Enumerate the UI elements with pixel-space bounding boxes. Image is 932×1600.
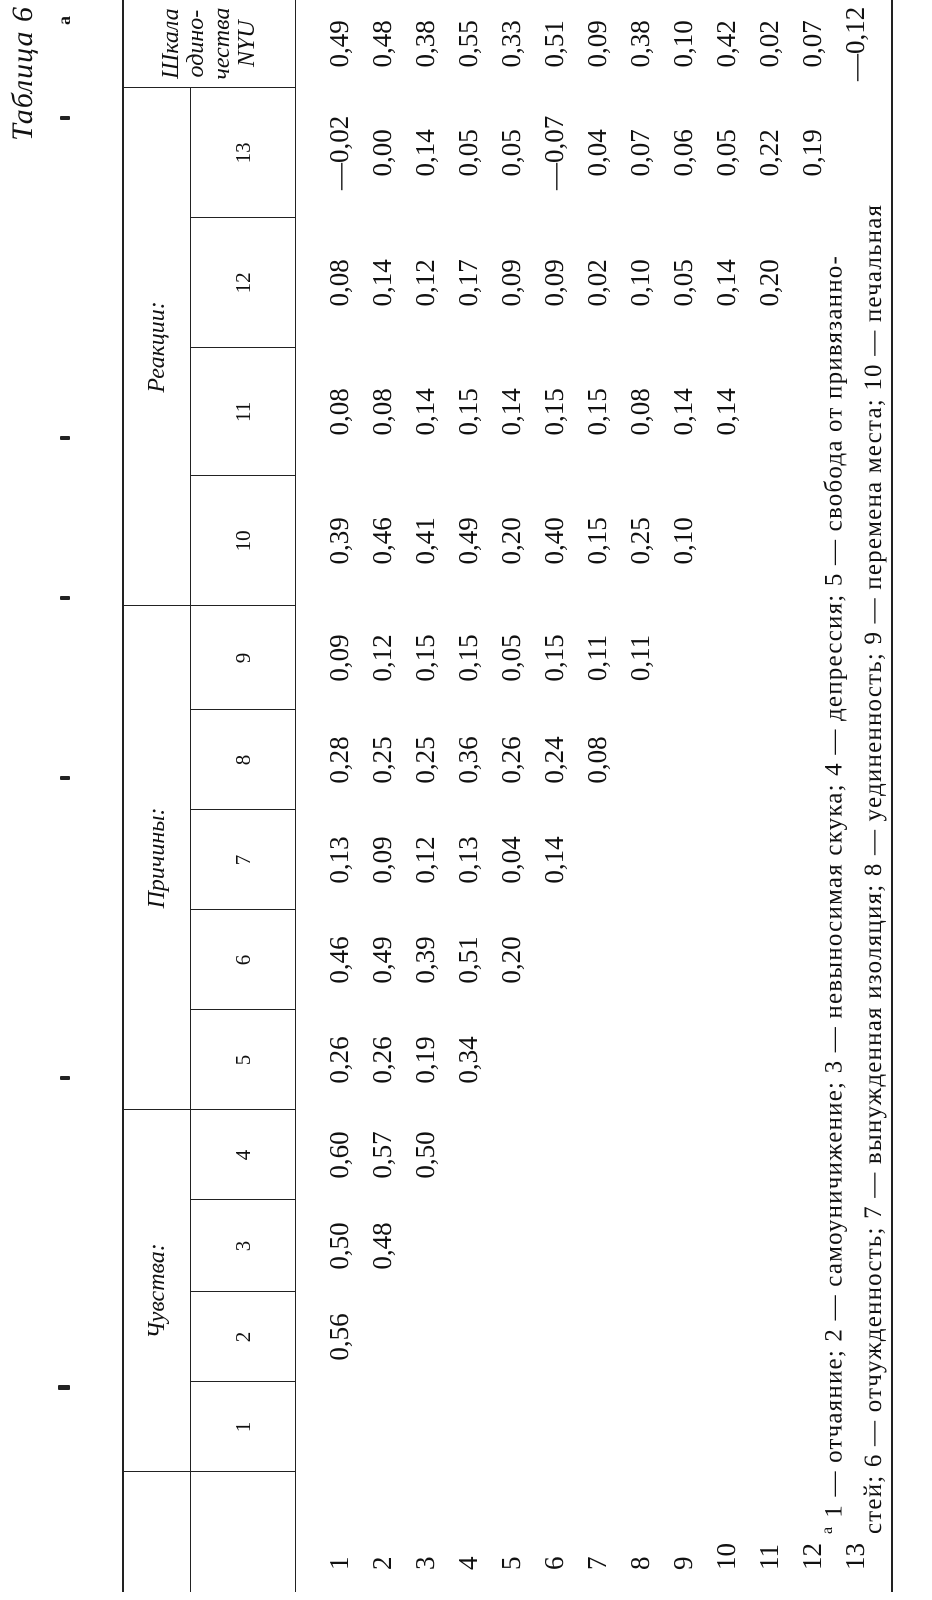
table-cell: 0,50 bbox=[324, 1222, 354, 1270]
table-row bbox=[490, 0, 533, 1592]
table-cell bbox=[447, 1382, 490, 1472]
table-cell bbox=[748, 348, 791, 476]
table-title: Таблица 6 bbox=[6, 6, 39, 141]
footnote bbox=[808, 34, 894, 1534]
group-feelings: Чувства: bbox=[123, 1110, 191, 1472]
table-cell: 0,04 bbox=[582, 129, 612, 177]
column-number: 11 bbox=[191, 348, 296, 476]
table-cell bbox=[296, 1382, 362, 1472]
table-cell bbox=[490, 1200, 533, 1292]
table-cell: 0,08 bbox=[324, 259, 354, 307]
column-number: 12 bbox=[191, 218, 296, 348]
table-cell: 0,08 bbox=[582, 736, 612, 784]
table-cell: 0,41 bbox=[410, 517, 440, 565]
table-row bbox=[533, 0, 576, 1592]
table-row bbox=[619, 0, 662, 1592]
table-cell: 0,60 bbox=[324, 1131, 354, 1179]
scan-speck bbox=[60, 116, 70, 120]
row-label: 5 bbox=[496, 1556, 526, 1570]
table-cell: 0,15 bbox=[453, 388, 483, 436]
table-cell bbox=[361, 1292, 404, 1382]
table-cell bbox=[619, 910, 662, 1010]
scan-speck bbox=[60, 436, 70, 440]
table-cell: 0,26 bbox=[367, 1036, 397, 1084]
table-row bbox=[705, 0, 748, 1592]
table-row bbox=[447, 0, 490, 1592]
table-cell: 0,12 bbox=[410, 259, 440, 307]
table-cell bbox=[533, 1200, 576, 1292]
table-cell: 0,05 bbox=[711, 129, 741, 177]
table-cell: 0,48 bbox=[367, 20, 397, 68]
table-cell bbox=[404, 1200, 447, 1292]
table-cell: 0,10 bbox=[668, 517, 698, 565]
row-label: 9 bbox=[668, 1556, 698, 1570]
table-cell bbox=[748, 1110, 791, 1200]
scan-speck bbox=[58, 1385, 70, 1390]
row-label: 11 bbox=[754, 1544, 784, 1570]
footnote-marker: а bbox=[819, 1525, 836, 1534]
table-cell: 0,48 bbox=[367, 1222, 397, 1270]
table-cell: 0,09 bbox=[539, 259, 569, 307]
table-cell: 0,15 bbox=[410, 634, 440, 682]
table-cell: —0,07 bbox=[539, 115, 569, 191]
table-cell bbox=[619, 1382, 662, 1472]
table-cell: 0,33 bbox=[496, 20, 526, 68]
table-cell bbox=[705, 476, 748, 606]
table-cell bbox=[748, 1382, 791, 1472]
table-cell: 0,25 bbox=[625, 517, 655, 565]
table-cell: 0,02 bbox=[754, 20, 784, 68]
table-body bbox=[296, 0, 893, 1592]
table-cell: 0,07 bbox=[797, 20, 827, 68]
row-label: 10 bbox=[711, 1543, 741, 1570]
group-reactions: Реакции: bbox=[123, 88, 191, 606]
table-cell: 0,24 bbox=[539, 736, 569, 784]
table-row bbox=[404, 0, 447, 1592]
table-cell: —0,12 bbox=[834, 0, 892, 88]
table-cell: 0,15 bbox=[582, 388, 612, 436]
row-label: 12 bbox=[797, 1543, 827, 1570]
table-cell: 0,00 bbox=[367, 129, 397, 177]
group-causes: Причины: bbox=[123, 606, 191, 1110]
table-cell bbox=[533, 1382, 576, 1472]
table-cell: 0,51 bbox=[539, 20, 569, 68]
row-label: 6 bbox=[539, 1556, 569, 1570]
table-cell bbox=[576, 1110, 619, 1200]
table-cell bbox=[490, 1010, 533, 1110]
table-cell: 0,15 bbox=[539, 388, 569, 436]
table-cell: 0,09 bbox=[324, 634, 354, 682]
table-cell: 0,04 bbox=[496, 836, 526, 884]
row-label: 2 bbox=[367, 1556, 397, 1570]
table-cell: 0,13 bbox=[324, 836, 354, 884]
table-cell bbox=[533, 1292, 576, 1382]
table-cell bbox=[404, 1292, 447, 1382]
table-cell bbox=[705, 910, 748, 1010]
scan-speck bbox=[60, 776, 70, 780]
table-cell bbox=[705, 710, 748, 810]
table-cell: 0,56 bbox=[324, 1313, 354, 1361]
footnote-reference: а bbox=[54, 16, 74, 25]
table-cell bbox=[619, 1200, 662, 1292]
table-cell bbox=[619, 710, 662, 810]
table-cell: 0,14 bbox=[711, 388, 741, 436]
table-cell: 0,09 bbox=[496, 259, 526, 307]
column-number: 5 bbox=[191, 1010, 296, 1110]
table-cell bbox=[576, 810, 619, 910]
table-cell: 0,55 bbox=[453, 20, 483, 68]
table-cell: 0,14 bbox=[711, 259, 741, 307]
loneliness-scale-header: Шкала одино-чества NYU bbox=[123, 0, 296, 88]
footnote-line-2 bbox=[854, 34, 894, 1534]
table-cell bbox=[619, 810, 662, 910]
table-cell: 0,07 bbox=[625, 129, 655, 177]
table-cell: 0,46 bbox=[324, 936, 354, 984]
table-cell bbox=[447, 1200, 490, 1292]
table-cell bbox=[748, 606, 791, 710]
row-label: 7 bbox=[582, 1556, 612, 1570]
table-cell: 0,20 bbox=[754, 259, 784, 307]
table-cell: 0,10 bbox=[668, 20, 698, 68]
table-cell: 0,15 bbox=[539, 634, 569, 682]
table-cell: 0,10 bbox=[625, 259, 655, 307]
table-cell: 0,49 bbox=[324, 20, 354, 68]
table-cell bbox=[576, 1010, 619, 1110]
table-cell bbox=[576, 1382, 619, 1472]
table-cell: 0,05 bbox=[496, 129, 526, 177]
table-cell bbox=[662, 910, 705, 1010]
table-row bbox=[748, 0, 791, 1592]
table-cell: 0,22 bbox=[754, 129, 784, 177]
table-cell: 0,08 bbox=[367, 388, 397, 436]
table-cell: 0,08 bbox=[324, 388, 354, 436]
table-cell bbox=[748, 910, 791, 1010]
table-cell bbox=[705, 1200, 748, 1292]
table-cell bbox=[748, 710, 791, 810]
table-cell: 0,26 bbox=[324, 1036, 354, 1084]
table-cell: 0,34 bbox=[453, 1036, 483, 1084]
table-cell: 0,46 bbox=[367, 517, 397, 565]
table-cell bbox=[490, 1110, 533, 1200]
table-cell bbox=[619, 1110, 662, 1200]
column-number: 8 bbox=[191, 710, 296, 810]
column-number: 9 bbox=[191, 606, 296, 710]
column-number: 10 bbox=[191, 476, 296, 606]
table-cell: 0,20 bbox=[496, 936, 526, 984]
footnote-text-2: стей; 6 — отчужденность; 7 — вынужденная изоляция; 8 — уединенность; 9 — перемена места; 10 — печальная bbox=[860, 203, 888, 1534]
scan-speck bbox=[60, 596, 70, 600]
column-number: 6 bbox=[191, 910, 296, 1010]
table-cell bbox=[533, 910, 576, 1010]
table-cell: 0,19 bbox=[410, 1036, 440, 1084]
table-cell: 0,08 bbox=[625, 388, 655, 436]
table-cell: 0,28 bbox=[324, 736, 354, 784]
table-cell bbox=[662, 1110, 705, 1200]
stub-header-bottom bbox=[191, 1472, 296, 1592]
table-cell: 0,19 bbox=[797, 129, 827, 177]
table-cell: 0,05 bbox=[453, 129, 483, 177]
table-cell: 0,14 bbox=[367, 259, 397, 307]
table-cell bbox=[361, 1382, 404, 1472]
table-cell: 0,39 bbox=[410, 936, 440, 984]
table-cell bbox=[576, 1200, 619, 1292]
table-cell bbox=[533, 1010, 576, 1110]
column-number: 13 bbox=[191, 88, 296, 218]
column-number: 7 bbox=[191, 810, 296, 910]
table-cell: 0,14 bbox=[539, 836, 569, 884]
table-cell: 0,42 bbox=[711, 20, 741, 68]
table-cell: 0,14 bbox=[496, 388, 526, 436]
table-cell: 0,02 bbox=[582, 259, 612, 307]
table-cell bbox=[748, 476, 791, 606]
table-cell bbox=[748, 1010, 791, 1110]
table-cell: 0,36 bbox=[453, 736, 483, 784]
table-cell bbox=[447, 1292, 490, 1382]
column-number: 1 bbox=[191, 1382, 296, 1472]
table-cell bbox=[705, 1110, 748, 1200]
table-cell: 0,11 bbox=[625, 634, 655, 682]
footnote-line-1 bbox=[808, 34, 854, 1534]
table-cell bbox=[662, 1200, 705, 1292]
table-cell bbox=[447, 1110, 490, 1200]
column-number: 4 bbox=[191, 1110, 296, 1200]
table-cell: 0,50 bbox=[410, 1131, 440, 1179]
table-cell: 0,26 bbox=[496, 736, 526, 784]
table-cell bbox=[662, 1382, 705, 1472]
table-cell bbox=[576, 1292, 619, 1382]
table-cell: 0,15 bbox=[453, 634, 483, 682]
table-cell: —0,02 bbox=[324, 115, 354, 191]
table-cell bbox=[705, 606, 748, 710]
row-label: 8 bbox=[625, 1556, 655, 1570]
table-cell: 0,11 bbox=[582, 634, 612, 682]
table-cell bbox=[705, 1010, 748, 1110]
scan-speck bbox=[60, 1076, 70, 1080]
footnote-text-1: 1 — отчаяние; 2 — самоуничижение; 3 — невыносимая скука; 4 — депрессия; 5 — свобода от привязанно- bbox=[820, 255, 848, 1518]
table-cell: 0,49 bbox=[453, 517, 483, 565]
table-cell: 0,40 bbox=[539, 517, 569, 565]
table-cell: 0,13 bbox=[453, 836, 483, 884]
table-row bbox=[576, 0, 619, 1592]
table-cell: 0,49 bbox=[367, 936, 397, 984]
table-cell: 0,20 bbox=[496, 517, 526, 565]
table-cell bbox=[576, 910, 619, 1010]
row-label: 1 bbox=[324, 1556, 354, 1570]
stub-header-top bbox=[123, 1472, 191, 1592]
table-cell: 0,17 bbox=[453, 259, 483, 307]
table-cell: 0,14 bbox=[410, 129, 440, 177]
table-cell bbox=[662, 810, 705, 910]
table-cell bbox=[705, 1382, 748, 1472]
table-cell: 0,05 bbox=[496, 634, 526, 682]
correlation-table bbox=[122, 0, 893, 1592]
table-cell bbox=[748, 1292, 791, 1382]
table-cell bbox=[705, 810, 748, 910]
table-cell bbox=[748, 1200, 791, 1292]
table-cell: 0,05 bbox=[668, 259, 698, 307]
table-cell bbox=[404, 1382, 447, 1472]
row-label: 3 bbox=[410, 1556, 440, 1570]
table-cell bbox=[490, 1382, 533, 1472]
table-cell: 0,25 bbox=[410, 736, 440, 784]
table-cell bbox=[533, 1110, 576, 1200]
table-cell bbox=[748, 810, 791, 910]
table-cell: 0,12 bbox=[410, 836, 440, 884]
table-cell: 0,15 bbox=[582, 517, 612, 565]
table-cell bbox=[662, 710, 705, 810]
table-cell bbox=[619, 1292, 662, 1382]
table-cell: 0,14 bbox=[410, 388, 440, 436]
table-cell: 0,38 bbox=[625, 20, 655, 68]
table-cell: 0,14 bbox=[668, 388, 698, 436]
table-cell bbox=[619, 1010, 662, 1110]
table-cell bbox=[662, 1292, 705, 1382]
table-cell bbox=[662, 606, 705, 710]
table-cell: 0,51 bbox=[453, 936, 483, 984]
table-cell: 0,12 bbox=[367, 634, 397, 682]
table-cell: 0,09 bbox=[367, 836, 397, 884]
table-cell: 0,06 bbox=[668, 129, 698, 177]
table-row bbox=[361, 0, 404, 1592]
table-row bbox=[662, 0, 705, 1592]
row-label: 13 bbox=[834, 1472, 892, 1592]
column-number: 2 bbox=[191, 1292, 296, 1382]
column-number: 3 bbox=[191, 1200, 296, 1292]
table-cell bbox=[490, 1292, 533, 1382]
table-cell: 0,39 bbox=[324, 517, 354, 565]
table-cell bbox=[662, 1010, 705, 1110]
table-cell bbox=[705, 1292, 748, 1382]
table-cell: 0,57 bbox=[367, 1131, 397, 1179]
table-cell: 0,25 bbox=[367, 736, 397, 784]
table-cell: 0,09 bbox=[582, 20, 612, 68]
row-label: 4 bbox=[453, 1556, 483, 1570]
table-cell: 0,38 bbox=[410, 20, 440, 68]
table-row bbox=[296, 0, 362, 1592]
